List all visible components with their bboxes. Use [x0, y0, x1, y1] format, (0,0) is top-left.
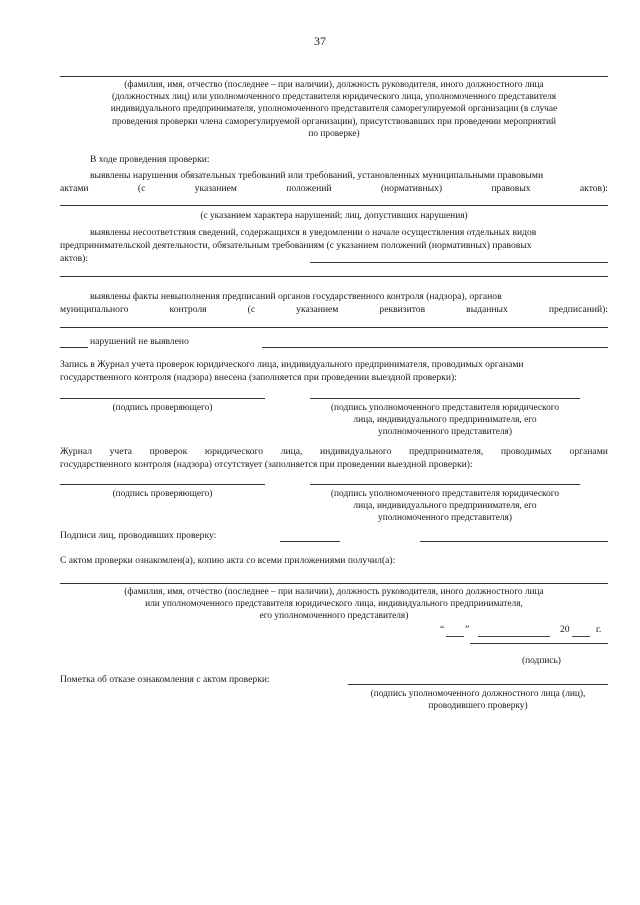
caption-line: по проверке)	[308, 128, 360, 139]
date-line	[440, 624, 608, 640]
refusal-blank-line[interactable]	[348, 684, 608, 685]
caption-line: (фамилия, имя, отчество (последнее – при наличии), должность руководителя, иного должностного лица	[124, 80, 544, 90]
no-violations-blank-line[interactable]	[262, 347, 608, 348]
violations-line-1: выявлены нарушения обязательных требований или требований, установленных муниципальными правовыми	[90, 170, 544, 181]
date-month-blank[interactable]	[478, 636, 550, 637]
caption-line: проведения проверки члена саморегулируемой организации), присутствовавших при проведении мероприятий	[111, 116, 557, 127]
caption-line: или уполномоченного представителя юридического лица, индивидуального предпринимателя,	[145, 599, 523, 610]
caption-line: (подпись уполномоченного представителя юридического	[330, 489, 560, 499]
violations-line-2	[60, 183, 608, 195]
attendees-blank-line[interactable]	[60, 76, 608, 77]
caption-line: (фамилия, имя, отчество (последнее – при наличии), должность руководителя, иного должностного лица	[124, 587, 544, 597]
word: правовых	[491, 183, 531, 194]
word: указанием	[194, 183, 237, 194]
representative-signature-line-1[interactable]	[310, 398, 580, 399]
caption-line: (подпись уполномоченного представителя юридического	[330, 403, 560, 413]
refusal-caption	[348, 688, 608, 712]
caption-line: проводившего проверку)	[428, 701, 528, 712]
caption-line: (подпись уполномоченного должностного лица (лиц),	[370, 689, 586, 699]
inconsistencies-line-3: актов):	[60, 253, 89, 264]
inspector-signature-line-1[interactable]	[60, 398, 265, 399]
caption-line: индивидуального предпринимателя, уполномоченного представителя саморегулируемой организации (в случае	[110, 104, 558, 115]
caption-line: лица, индивидуального предпринимателя, его	[353, 501, 537, 512]
journal-absent-line-2: государственного контроля (надзора) отсутствует (заполняется при проведении выездной проверки):	[60, 459, 473, 470]
attendees-caption	[60, 79, 608, 140]
date-year-blank[interactable]	[572, 636, 590, 637]
word: индивидуального	[319, 446, 392, 457]
word: реквизитов	[379, 304, 426, 315]
inspectors-signature-line-b[interactable]	[420, 541, 608, 542]
signature-caption: (подпись)	[522, 656, 561, 666]
violations-blank-line[interactable]	[60, 205, 608, 206]
caption-line: уполномоченного представителя)	[378, 427, 512, 438]
word: (с	[247, 304, 256, 315]
word: учета	[109, 446, 133, 457]
journal-entry-line-1: Запись в Журнал учета проверок юридического лица, индивидуального предпринимателя, проводимых органами	[60, 359, 524, 370]
inconsistencies-line-2: предпринимательской деятельности, обязательным требованиям (с указанием положений (нормативных) правовых	[60, 240, 532, 251]
word: Журнал	[60, 446, 92, 457]
word: проверок	[149, 446, 188, 457]
inconsistencies-blank-line-a[interactable]	[310, 262, 608, 263]
caption-line: уполномоченного представителя)	[378, 513, 512, 524]
word: актами	[60, 183, 89, 194]
caption-line: его уполномоченного представителя)	[259, 611, 409, 622]
date-quote-open: “	[440, 624, 445, 635]
page-number: 37	[314, 34, 326, 48]
representative-signature-caption-2	[300, 488, 590, 525]
date-quote-close: ”	[465, 624, 470, 635]
inspector-signature-caption-1: (подпись проверяющего)	[112, 403, 213, 413]
word: проводимых	[500, 446, 552, 457]
non-fulfillment-blank-line[interactable]	[60, 327, 608, 328]
date-day-blank[interactable]	[446, 636, 464, 637]
date-year-suffix: г.	[596, 624, 602, 635]
word: муниципального	[60, 304, 129, 315]
journal-entry-line-2: государственного контроля (надзора) внесена (заполняется при проведении выездной проверки):	[60, 372, 457, 383]
refusal-label: Пометка об отказе ознакомления с актом проверки:	[60, 674, 270, 685]
representative-signature-line-2[interactable]	[310, 484, 580, 485]
word: актов):	[579, 183, 608, 194]
word: лица,	[280, 446, 303, 457]
inspectors-signatures-label: Подписи лиц, проводивших проверку:	[60, 530, 217, 541]
word: юридического	[204, 446, 264, 457]
word: предпринимателя,	[408, 446, 484, 457]
inconsistencies-blank-line-b[interactable]	[60, 276, 608, 277]
non-fulfillment-line-2	[60, 304, 608, 316]
word: (с	[137, 183, 146, 194]
word: органами	[569, 446, 608, 457]
caption-line: (должностных лиц) или уполномоченного представителя юридического лица, уполномоченного представителя	[111, 92, 557, 103]
date-year-prefix: 20	[560, 624, 570, 635]
inspector-signature-line-2[interactable]	[60, 484, 265, 485]
caption-line: лица, индивидуального предпринимателя, его	[353, 415, 537, 426]
inconsistencies-line-1: выявлены несоответствия сведений, содержащихся в уведомлении о начале осуществления отдельных видов	[90, 227, 537, 238]
acquainted-blank-line[interactable]	[60, 583, 608, 584]
non-fulfillment-line-1: выявлены факты невыполнения предписаний органов государственного контроля (надзора), органов	[90, 291, 502, 302]
word: положений	[286, 183, 332, 194]
word: указанием	[296, 304, 339, 315]
no-violations-text: нарушений не выявлено	[90, 336, 189, 347]
word: контроля	[169, 304, 207, 315]
journal-absent-line-1	[60, 446, 608, 458]
acquainted-caption	[60, 586, 608, 623]
word: (нормативных)	[380, 183, 443, 194]
inspectors-signature-line-a[interactable]	[280, 541, 340, 542]
word: предписаний):	[548, 304, 608, 315]
signature-blank-line[interactable]	[470, 643, 608, 644]
representative-signature-caption-1	[300, 402, 590, 439]
acquainted-label: С актом проверки ознакомлен(а), копию акта со всеми приложениями получил(а):	[60, 555, 396, 566]
inspector-signature-caption-2: (подпись проверяющего)	[112, 489, 213, 499]
violations-caption: (с указанием характера нарушений; лиц, допустивших нарушения)	[200, 211, 468, 221]
word: выданных	[466, 304, 508, 315]
during-check-heading: В ходе проведения проверки:	[90, 154, 210, 165]
no-violations-prefix-line[interactable]	[60, 347, 88, 348]
